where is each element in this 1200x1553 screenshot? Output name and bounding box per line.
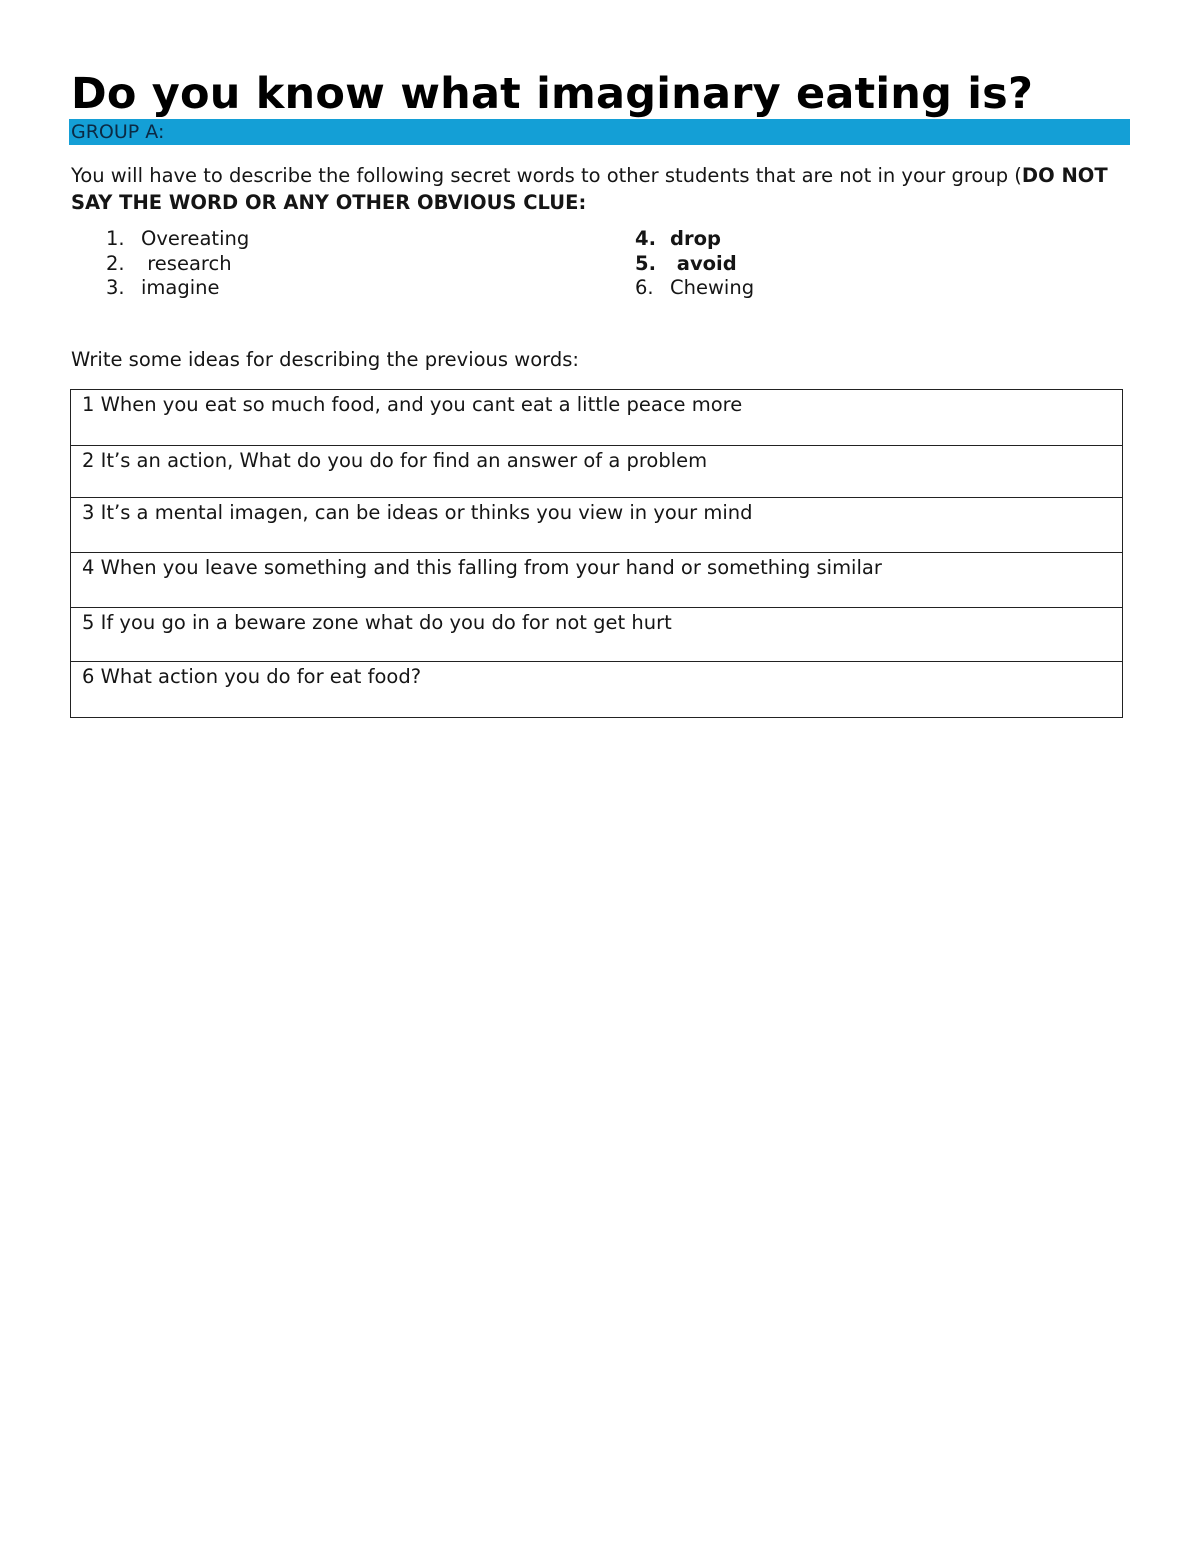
secret-word: avoid (670, 251, 737, 275)
idea-row: 5 If you go in a beware zone what do you do for not get hurt (71, 608, 1122, 662)
idea-row: 2 It’s an action, What do you do for find an answer of a problem (71, 446, 1122, 498)
idea-row: 6 What action you do for eat food? (82, 665, 422, 688)
group-label: GROUP A: (71, 121, 165, 143)
instructions-text: You will have to describe the following secret words to other students that are not in your group ( (71, 164, 1022, 187)
secret-word: research (141, 251, 232, 275)
secret-word-number: 4. (635, 227, 656, 250)
secret-word-item (635, 276, 754, 301)
secret-word-item (106, 276, 249, 301)
idea-row: 3 It’s a mental imagen, can be ideas or thinks you view in your mind (71, 498, 1122, 553)
secret-word-number: 2. (106, 251, 125, 275)
secret-word-item (635, 252, 754, 277)
group-header-bar (69, 119, 1130, 145)
secret-word: imagine (141, 276, 220, 300)
secret-word-item (106, 252, 249, 277)
secret-word-number: 3. (106, 276, 125, 300)
instructions-warning: DO NOT SAY THE WORD OR ANY OTHER OBVIOUS CLUE: (71, 164, 1108, 214)
secret-word: Overeating (141, 227, 250, 250)
secret-word: Chewing (670, 276, 755, 300)
secret-word-number: 5. (635, 251, 656, 275)
document-title: Do you know what imaginary eating is? (71, 69, 1034, 119)
secret-words-list-right (635, 227, 754, 301)
secret-word-item (635, 227, 754, 252)
ideas-prompt: Write some ideas for describing the previous words: (71, 348, 579, 371)
secret-word-number: 6. (635, 276, 654, 300)
secret-word-number: 1. (106, 227, 125, 250)
secret-word: drop (670, 227, 721, 250)
instructions-paragraph (71, 162, 1131, 216)
idea-row: 4 When you leave something and this falling from your hand or something similar (71, 553, 1122, 608)
secret-word-item (106, 227, 249, 252)
secret-words-list-left (106, 227, 249, 301)
ideas-table (70, 389, 1123, 718)
idea-row: 1 When you eat so much food, and you cant eat a little peace more (71, 390, 1122, 446)
